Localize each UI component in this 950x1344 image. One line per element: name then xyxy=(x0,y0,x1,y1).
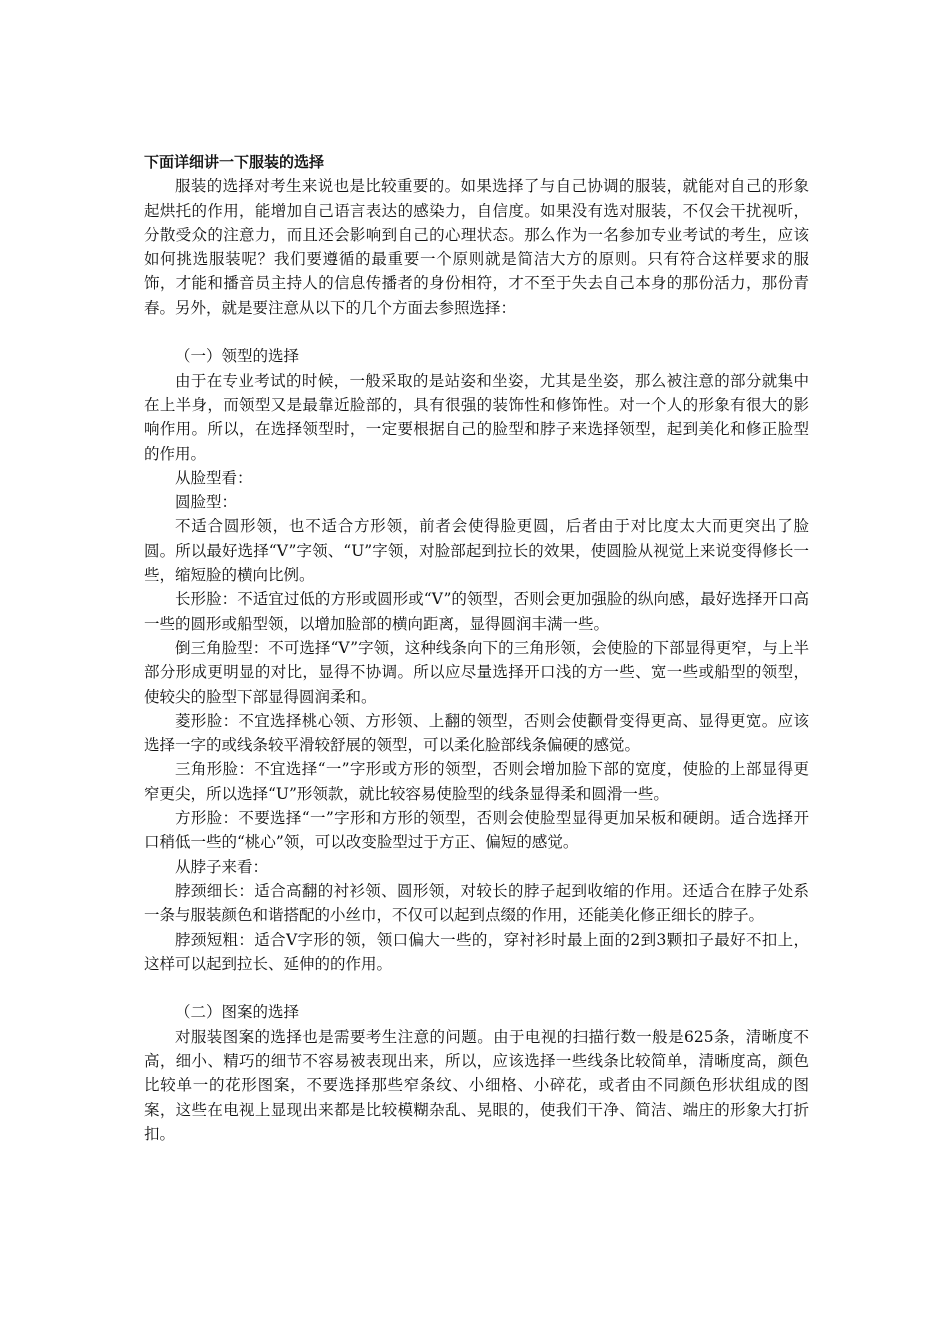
section1-title: （一）领型的选择 xyxy=(175,347,300,366)
section2-text: 对服装图案的选择也是需要考生注意的问题。由于电视的扫描行数一般是625条，清晰度不高，细小、精巧的细节不容易被表现出来，所以，应该选择一些线条比较简单，清晰度高，颜色比较单一的花形图案，不要选择那些窄条纹、小细格、小碎花，或者由不同颜色形状组成的图案，这些在电视上显现出来都是比较模糊杂乱、晃眼的，使我们干净、简洁、端庄的形象大打折扣。 xyxy=(144,1027,809,1143)
spacer xyxy=(144,320,809,344)
section2-title: （二）图案的选择 xyxy=(175,1003,300,1022)
document-heading: 下面详细讲一下服装的选择 xyxy=(144,153,325,171)
inverted-triangle-face-text: 倒三角脸型：不可选择“V”字领，这种线条向下的三角形领，会使脸的下部显得更窄，与上半部分形成更明显的对比，显得不协调。所以应尽量选择开口浅的方一些、宽一些或船型的领型，使较尖的脸型下部显得圆润柔和。 xyxy=(144,638,809,706)
long-face-text: 长形脸：不适宜过低的方形或圆形或“V”的领型，否则会更加强脸的纵向感，最好选择开口高一些的圆形或船型领，以增加脸部的横向距离，显得圆润丰满一些。 xyxy=(144,590,809,633)
slim-neck-text: 脖颈细长：适合高翻的衬衫领、圆形领，对较长的脖子起到收缩的作用。还适合在脖子处系一条与服装颜色和谐搭配的小丝巾，不仅可以起到点缀的作用，还能美化修正细长的脖子。 xyxy=(144,881,809,925)
section1-intro: 由于在专业考试的时候，一般采取的是站姿和坐姿，尤其是坐姿，那么被注意的部分就集中在上半身，而领型又是最靠近脸部的，具有很强的装饰性和修饰性。对一个人的形象有很大的影响作用。所以，在选择领型时，一定要根据自己的脸型和脖子来选择领型，起到美化和修正脸型的作用。 xyxy=(144,371,809,463)
diamond-face-text: 菱形脸：不宜选择桃心领、方形领、上翻的领型，否则会使颧骨变得更高、显得更宽。应该选择一字的或线条较平滑较舒展的领型，可以柔化脸部线条偏硬的感觉。 xyxy=(144,711,809,755)
neck-label: 从脖子来看： xyxy=(175,857,269,876)
round-face-label: 圆脸型： xyxy=(175,493,238,512)
short-neck-text: 脖颈短粗：适合V字形的领，领口偏大一些的，穿衬衫时最上面的2到3颗扣子最好不扣上，这样可以起到拉长、延伸的的作用。 xyxy=(144,930,809,973)
spacer xyxy=(144,976,809,1000)
round-face-text: 不适合圆形领，也不适合方形领，前者会使得脸更圆，后者由于对比度太大而更突出了脸圆。所以最好选择“V”字领、“U”字领，对脸部起到拉长的效果，使圆脸从视觉上来说变得修长一些，缩短脸的横向比例。 xyxy=(144,517,809,585)
triangle-face-text: 三角形脸：不宜选择“一”字形或方形的领型，否则会增加脸下部的宽度，使脸的上部显得更窄更尖，所以选择“U”形领款，就比较容易使脸型的线条显得柔和圆滑一些。 xyxy=(144,760,809,803)
intro-paragraph: 服装的选择对考生来说也是比较重要的。如果选择了与自己协调的服装，就能对自己的形象起烘托的作用，能增加自己语言表达的感染力，自信度。如果没有选对服装，不仅会干扰视听，分散受众的注意力，而且还会影响到自己的心理状态。那么作为一名参加专业考试的考生，应该如何挑选服装呢？我们要遵循的最重要一个原则就是简洁大方的原则。只有符合这样要求的服饰，才能和播音员主持人的信息传播者的身份相符，才不至于失去自己本身的那份活力，那份青春。另外，就是要注意从以下的几个方面去参照选择： xyxy=(144,177,809,317)
square-face-text: 方形脸：不要选择“一”字形和方形的领型，否则会使脸型显得更加呆板和硬朗。适合选择开口稍低一些的“桃心”领，可以改变脸型过于方正、偏短的感觉。 xyxy=(144,809,809,852)
document-body xyxy=(144,150,809,1146)
face-label: 从脸型看： xyxy=(175,468,253,487)
